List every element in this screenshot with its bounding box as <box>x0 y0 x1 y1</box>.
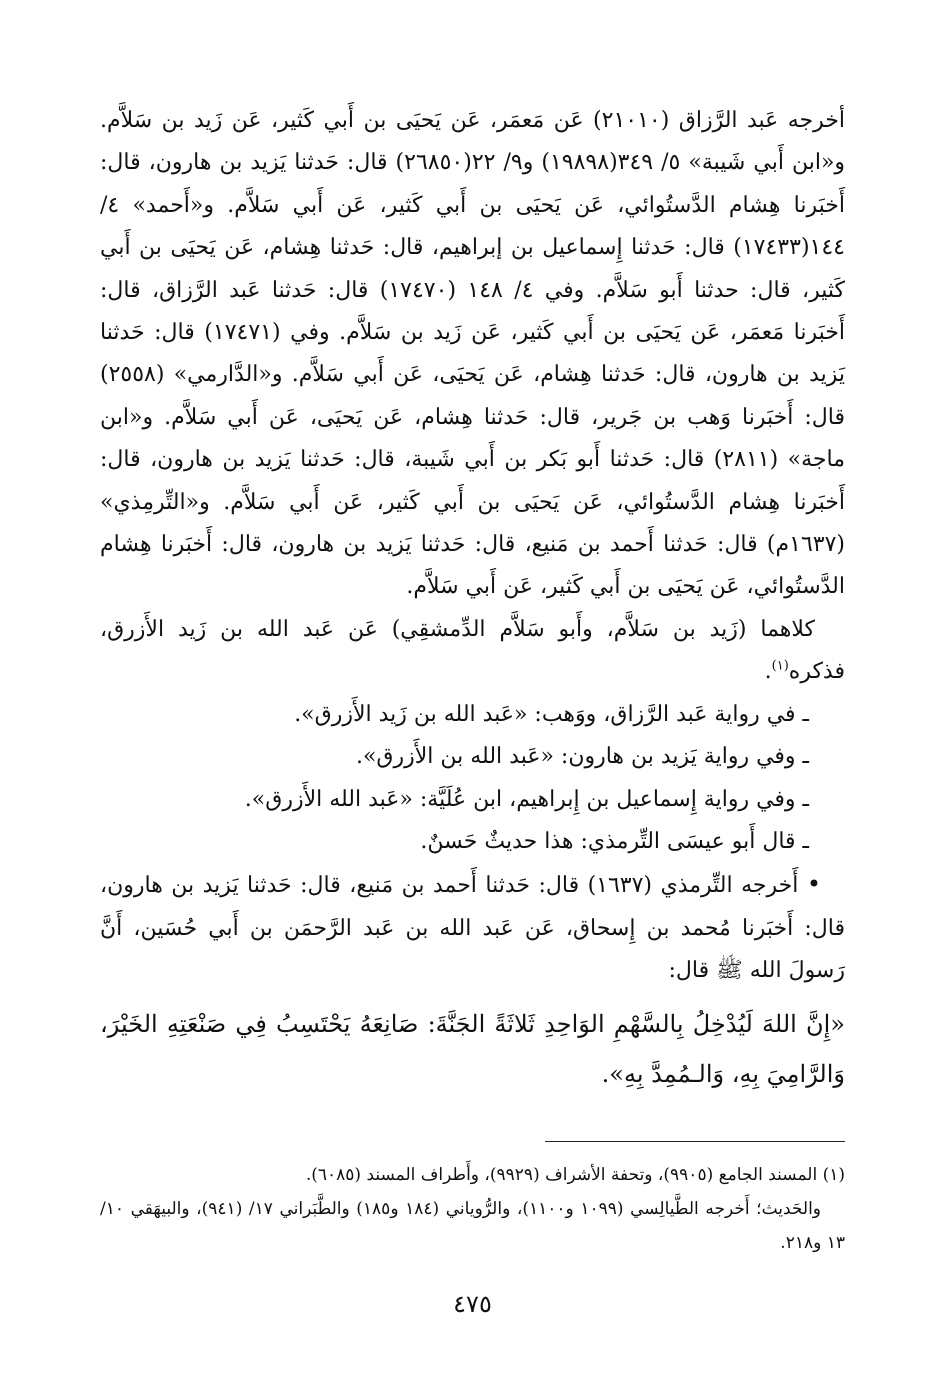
footnote-divider <box>545 1141 845 1142</box>
paragraph-kilahuma-end: . <box>764 659 772 685</box>
main-text <box>100 100 845 1099</box>
footnote-1-continued: والحَديث؛ أَخرجه الطَّيالِسي (١٠٩٩ و١١٠٠)، والرُّوياني (١٨٤ و١٨٥) والطَّبَراني ١٧/ (٩٤١)، والبيهَقي ١٠/ ١٣ و٢١٨. <box>100 1199 845 1253</box>
footnotes <box>100 1158 845 1260</box>
paragraph-takhrij-2-text: أَخرجه التِّرمذي (١٦٣٧) قال: حَدثنا أَحمد بن مَنيع، قال: حَدثنا يَزيد بن هارون، قال: أَخبَرنا مُحمد بن إِسحاق، عَن عَبد الله بن عَبد الرَّحمَن بن أَبي حُسَين، أَنَّ رَسولَ الله ﷺ قال: <box>100 873 845 984</box>
paragraph-takhrij-2 <box>100 863 845 992</box>
bullet-icon: • <box>806 870 821 899</box>
paragraph-kilahuma <box>100 609 845 694</box>
dash-item-abdurrazzaq: ـ في رواية عَبد الرَّزاق، ووَهب: «عَبد الله بن زَيد الأَزرق». <box>294 701 809 727</box>
page-number: ٤٧٥ <box>453 1290 492 1318</box>
dash-item-tirmidhi: ـ قال أَبو عيسَى التِّرمذي: هذا حديثٌ حَسنٌ. <box>420 828 809 854</box>
hadith-quote: «إِنَّ اللهَ لَيُدْخِلُ بِالسَّهْمِ الوَاحِدِ ثَلاثَةً الجَنَّةَ: صَانِعَهُ يَحْتَسِبُ فِي صَنْعَتِهِ الخَيْرَ، وَالرَّامِيَ بِهِ، وَالـمُمِدَّ بِهِ». <box>100 1009 845 1088</box>
paragraph-kilahuma-text: كلاهما (زَيد بن سَلاَّم، وأَبو سَلاَّم الدِّمشقِي) عَن عَبد الله بن زَيد الأَزرق، فذكره <box>100 616 845 685</box>
paragraph-takhrij-1: أخرجه عَبد الرَّزاق (٢١٠١٠) عَن مَعمَر، عَن يَحيَى بن أَبي كَثير، عَن زَيد بن سَلاَّم. و«ابن أَبي شَيبة» ٥/ ٣٤٩(١٩٨٩٨) و٩/ ٢٢(٢٦٨٥٠) قال: حَدثنا يَزيد بن هارون، قال: أَخبَرنا هِشام الدَّستُوائي، عَن يَحيَى بن أَبي كَثير، عَن أَبي سَلاَّم. و«أَحمد» ٤/ ١٤٤(١٧٤٣٣) قال: حَدثنا إِسماعيل بن إبراهيم، قال: حَدثنا هِشام، عَن يَحيَى بن أَبي كَثير، قال: حدثنا أَبو سَلاَّم. وفي ٤/ ١٤٨ (١٧٤٧٠) قال: حَدثنا عَبد الرَّزاق، قال: أَخبَرنا مَعمَر، عَن يَحيَى بن أَبي كَثير، عَن زَيد بن سَلاَّم. وفي (١٧٤٧١) قال: حَدثنا يَزيد بن هارون، قال: حَدثنا هِشام، عَن يَحيَى، عَن أَبي سَلاَّم. و«الدَّارمي» (٢٥٥٨) قال: أَخبَرنا وَهب بن جَرير، قال: حَدثنا هِشام، عَن يَحيَى، عَن أَبي سَلاَّم. و«ابن ماجة» (٢٨١١) قال: حَدثنا أَبو بَكر بن أَبي شَيبة، قال: حَدثنا يَزيد بن هارون، قال: أَخبَرنا هِشام الدَّستُوائي، عَن يَحيَى بن أَبي كَثير، عَن أَبي سَلاَّم. و«التِّرمِذي» (١٦٣٧م) قال: حَدثنا أَحمد بن مَنيع، قال: حَدثنا يَزيد بن هارون، قال: أَخبَرنا هِشام الدَّستُوائي، عَن يَحيَى بن أَبي كَثير، عَن أَبي سَلاَّم. <box>100 108 846 600</box>
dash-item-yazid: ـ وفي رواية يَزيد بن هارون: «عَبد الله بن الأَزرق». <box>355 744 809 770</box>
dash-item-ismail: ـ وفي رواية إِسماعيل بن إِبراهيم، ابن عُلَيَّة: «عَبد الله الأَزرق». <box>244 786 809 812</box>
footnote-ref-1[interactable]: (١) <box>771 658 789 674</box>
footnote-1: (١) المسند الجامع (٩٩٠٥)، وتحفة الأشراف (٩٩٢٩)، وأَطراف المسند (٦٠٨٥). <box>305 1165 845 1185</box>
